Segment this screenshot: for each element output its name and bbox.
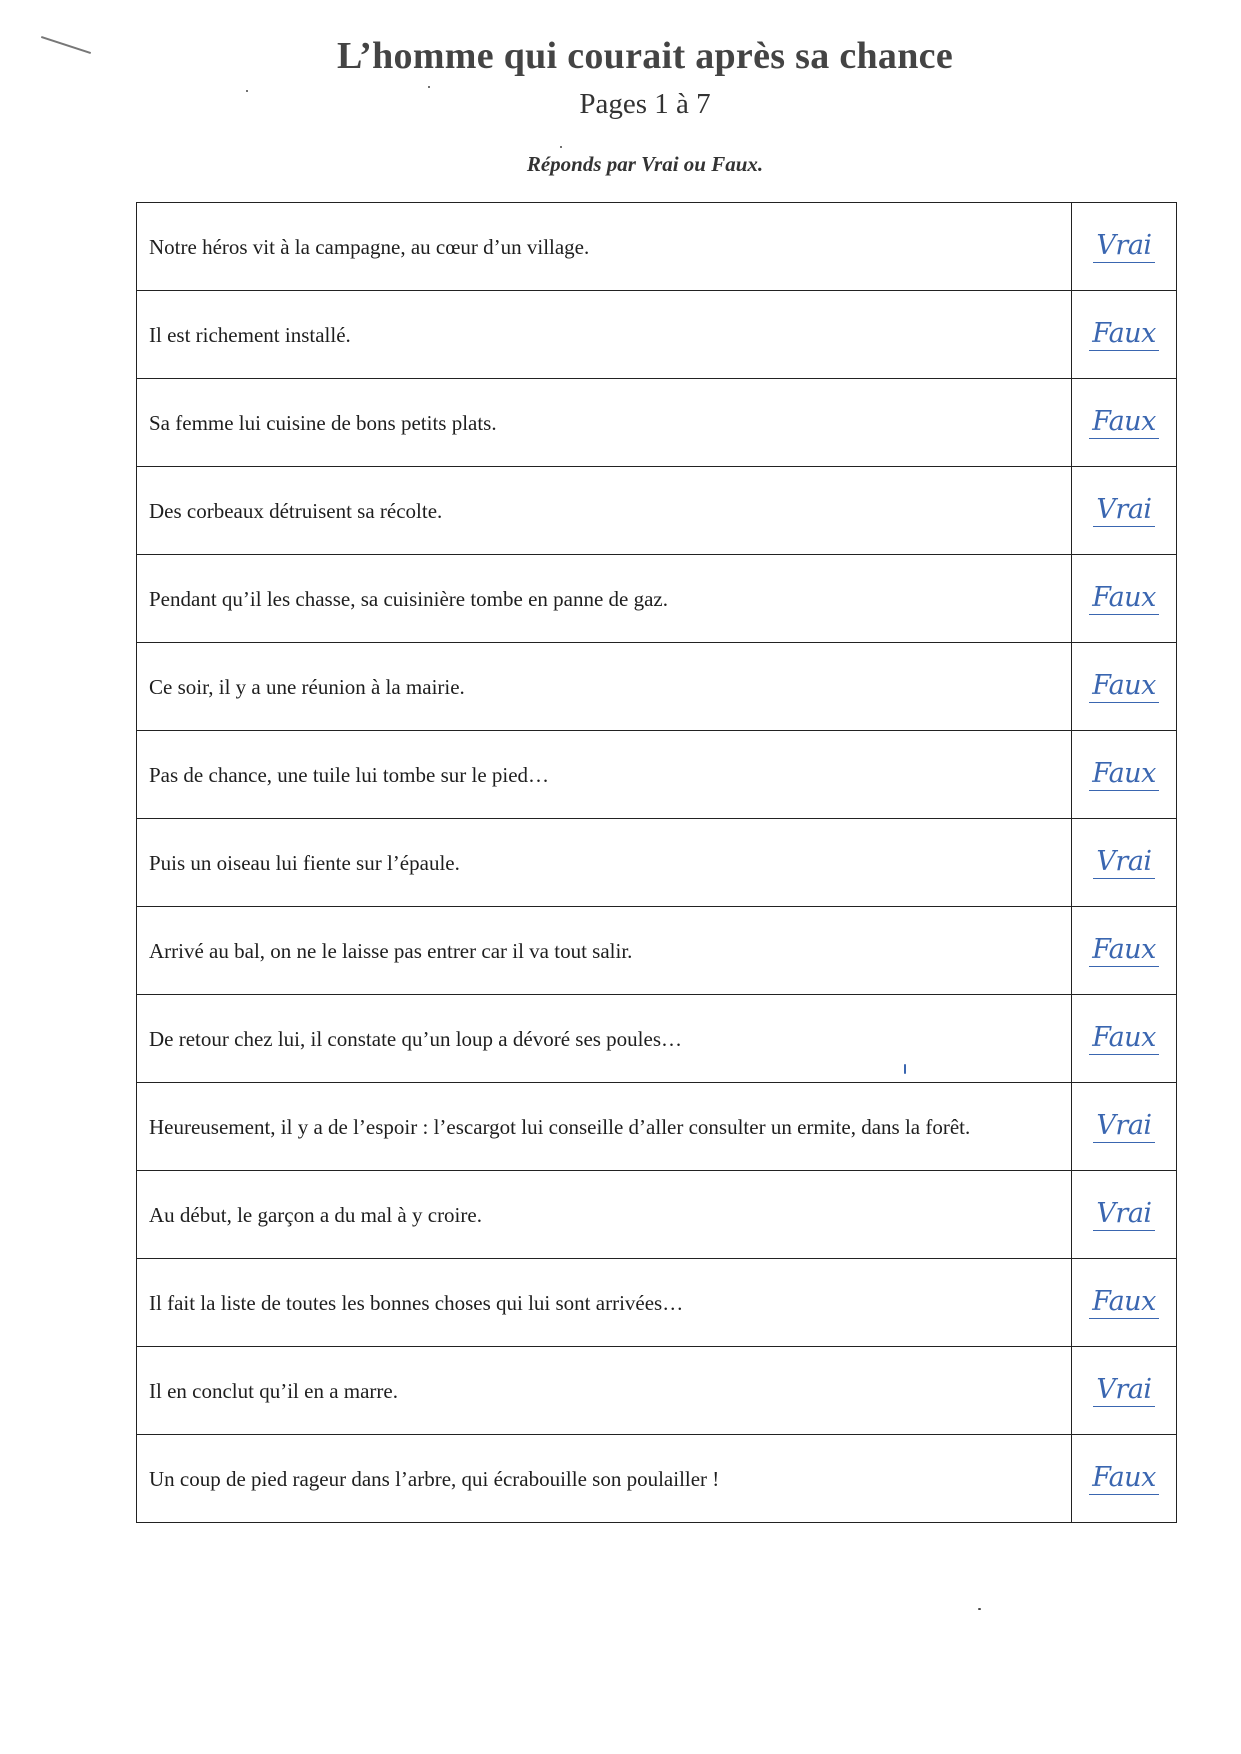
handwritten-answer: Faux bbox=[1089, 407, 1159, 439]
question-row bbox=[137, 1435, 1177, 1523]
question-row bbox=[137, 1083, 1177, 1171]
handwritten-answer: Faux bbox=[1089, 583, 1159, 615]
question-statement: Pendant qu’il les chasse, sa cuisinière tombe en panne de gaz. bbox=[137, 555, 1072, 643]
scan-speck bbox=[246, 90, 248, 92]
handwritten-answer: Vrai bbox=[1093, 1375, 1154, 1407]
question-statement: Heureusement, il y a de l’espoir : l’escargot lui conseille d’aller consulter un ermite, dans la forêt. bbox=[137, 1083, 1072, 1171]
answer-cell bbox=[1072, 291, 1177, 379]
handwritten-answer: Faux bbox=[1089, 671, 1159, 703]
handwritten-answer: Vrai bbox=[1093, 231, 1154, 263]
question-statement: Il en conclut qu’il en a marre. bbox=[137, 1347, 1072, 1435]
question-row bbox=[137, 995, 1177, 1083]
question-row bbox=[137, 819, 1177, 907]
answer-cell bbox=[1072, 203, 1177, 291]
question-statement: Des corbeaux détruisent sa récolte. bbox=[137, 467, 1072, 555]
handwritten-answer: Faux bbox=[1089, 1023, 1159, 1055]
question-row bbox=[137, 1171, 1177, 1259]
handwritten-answer: Faux bbox=[1089, 1463, 1159, 1495]
scan-speck bbox=[428, 86, 430, 88]
question-statement: Il fait la liste de toutes les bonnes choses qui lui sont arrivées… bbox=[137, 1259, 1072, 1347]
answer-cell bbox=[1072, 555, 1177, 643]
handwritten-answer: Faux bbox=[1089, 1287, 1159, 1319]
question-statement: Notre héros vit à la campagne, au cœur d’un village. bbox=[137, 203, 1072, 291]
question-row bbox=[137, 203, 1177, 291]
question-statement: Pas de chance, une tuile lui tombe sur le pied… bbox=[137, 731, 1072, 819]
answer-cell bbox=[1072, 819, 1177, 907]
answer-cell bbox=[1072, 467, 1177, 555]
answer-cell bbox=[1072, 1435, 1177, 1523]
answer-cell bbox=[1072, 1171, 1177, 1259]
question-row bbox=[137, 467, 1177, 555]
scan-speck bbox=[904, 1064, 906, 1074]
question-row bbox=[137, 379, 1177, 467]
question-row bbox=[137, 1347, 1177, 1435]
answer-cell bbox=[1072, 1083, 1177, 1171]
question-statement: De retour chez lui, il constate qu’un loup a dévoré ses poules… bbox=[137, 995, 1072, 1083]
true-false-table-body bbox=[137, 203, 1177, 1523]
question-statement: Sa femme lui cuisine de bons petits plats. bbox=[137, 379, 1072, 467]
scan-speck bbox=[978, 1608, 981, 1610]
answer-cell bbox=[1072, 907, 1177, 995]
question-row bbox=[137, 291, 1177, 379]
scan-speck bbox=[560, 146, 562, 148]
page-title: L’homme qui courait après sa chance bbox=[336, 35, 954, 77]
answer-cell bbox=[1072, 1259, 1177, 1347]
handwritten-answer: Vrai bbox=[1093, 495, 1154, 527]
handwritten-answer: Faux bbox=[1089, 319, 1159, 351]
question-row bbox=[137, 907, 1177, 995]
question-statement: Ce soir, il y a une réunion à la mairie. bbox=[137, 643, 1072, 731]
question-row bbox=[137, 555, 1177, 643]
instruction-text: Réponds par Vrai ou Faux. bbox=[526, 152, 764, 176]
handwritten-answer: Faux bbox=[1089, 935, 1159, 967]
answer-cell bbox=[1072, 731, 1177, 819]
question-statement: Il est richement installé. bbox=[137, 291, 1072, 379]
question-row bbox=[137, 1259, 1177, 1347]
true-false-table bbox=[136, 202, 1177, 1523]
question-row bbox=[137, 643, 1177, 731]
answer-cell bbox=[1072, 379, 1177, 467]
answer-cell bbox=[1072, 1347, 1177, 1435]
answer-cell bbox=[1072, 995, 1177, 1083]
question-statement: Puis un oiseau lui fiente sur l’épaule. bbox=[137, 819, 1072, 907]
question-statement: Un coup de pied rageur dans l’arbre, qui écrabouille son poulailler ! bbox=[137, 1435, 1072, 1523]
question-row bbox=[137, 731, 1177, 819]
answer-cell bbox=[1072, 643, 1177, 731]
handwritten-answer: Vrai bbox=[1093, 847, 1154, 879]
handwritten-answer: Vrai bbox=[1093, 1111, 1154, 1143]
handwritten-answer: Vrai bbox=[1093, 1199, 1154, 1231]
page-range: Pages 1 à 7 bbox=[579, 88, 711, 120]
question-statement: Arrivé au bal, on ne le laisse pas entrer car il va tout salir. bbox=[137, 907, 1072, 995]
handwritten-answer: Faux bbox=[1089, 759, 1159, 791]
question-statement: Au début, le garçon a du mal à y croire. bbox=[137, 1171, 1072, 1259]
